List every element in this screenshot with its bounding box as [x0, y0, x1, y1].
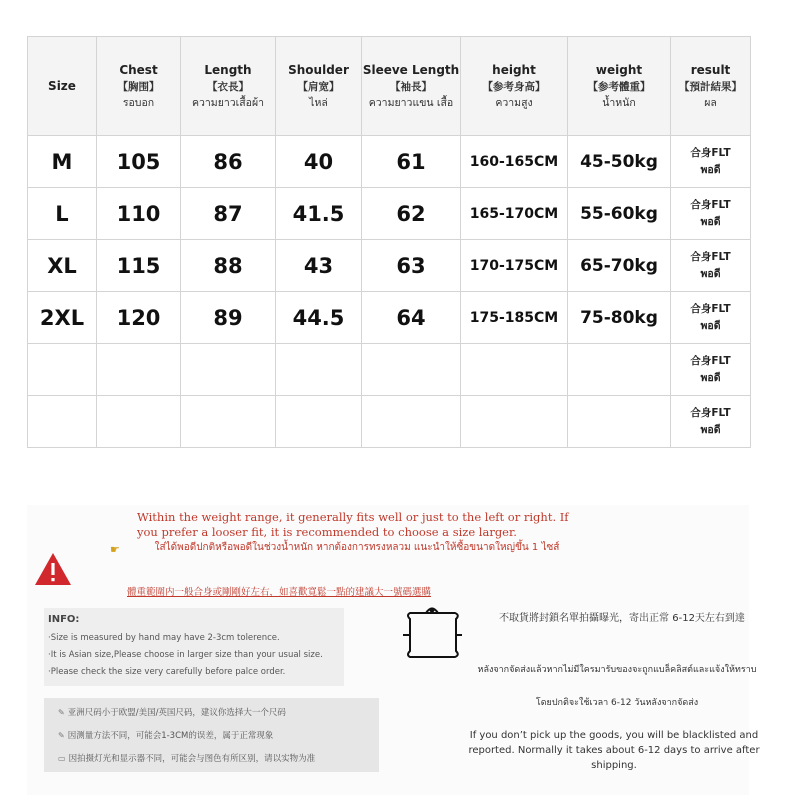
result-cell: [671, 188, 751, 240]
result-cell: [671, 292, 751, 344]
table-header-row: [28, 37, 751, 136]
header-result: result 【預計結果】 ผล: [671, 37, 751, 136]
height-cell: 170-175CM: [461, 240, 568, 292]
weight-cell: [568, 396, 671, 448]
pencil-icon: ✎: [58, 731, 65, 740]
sleeve-cell: [362, 344, 461, 396]
info-title: INFO:: [48, 614, 80, 625]
table-row: [28, 240, 751, 292]
result-cell: [671, 240, 751, 292]
cn-note-line: ▭ 因拍摄灯光和显示器不同，可能会与图色有所区别，请以实物为准: [58, 754, 316, 764]
chest-cell: 105: [97, 136, 181, 188]
chest-cell: [97, 396, 181, 448]
size-table: [27, 36, 751, 448]
chest-cell: 120: [97, 292, 181, 344]
shipping-note-cn: 不取貨將封鎖名單拍攝曝光，寄出正常 6-12天左右到達: [499, 613, 745, 624]
table-row: [28, 292, 751, 344]
pointing-hand-icon: ☛: [110, 543, 120, 556]
image-icon: ▭: [58, 754, 66, 763]
result-th: พอดี: [700, 319, 721, 332]
result-th: พอดี: [700, 163, 721, 176]
sleeve-cell: 64: [362, 292, 461, 344]
shipping-note-en: If you don’t pick up the goods, you will be blacklisted and reported. Normally it takes about 6-12 days to arrive after shipping.: [468, 730, 760, 771]
weight-cell: [568, 344, 671, 396]
weight-cell: 55-60kg: [568, 188, 671, 240]
shoulder-cell: 44.5: [276, 292, 362, 344]
length-cell: 88: [181, 240, 276, 292]
height-cell: [461, 396, 568, 448]
header-shoulder: Shoulder 【肩宽】 ไหล่: [276, 37, 362, 136]
warning-icon: [34, 552, 72, 586]
result-th: พอดี: [700, 267, 721, 280]
info-box: [44, 608, 344, 686]
fit-note-cn: 體重範圍内一般合身或剛剛好左右，如喜歡寬鬆一點的建議大一號碼選購: [127, 587, 432, 598]
header-height: height 【参考身高】 ความสูง: [461, 37, 568, 136]
size-cell: XL: [28, 240, 97, 292]
pencil-icon: ✎: [58, 708, 65, 717]
result-cell: [671, 136, 751, 188]
chest-cell: 110: [97, 188, 181, 240]
result-cell: [671, 344, 751, 396]
result-cn: 合身FLT: [690, 302, 731, 315]
info-line: ·Please check the size very carefully before palce order.: [48, 667, 286, 677]
table-row: [28, 396, 751, 448]
length-cell: 87: [181, 188, 276, 240]
result-th: พอดี: [700, 215, 721, 228]
dialog-frame-icon: [400, 605, 465, 665]
fit-note-th: ใส่ได้พอดีปกติหรือพอดีในช่วงน้ำหนัก หากต้องการทรงหลวม แนะนำให้ซื้อขนาดใหญ่ขึ้น 1 ไซส์: [154, 542, 560, 553]
weight-cell: 75-80kg: [568, 292, 671, 344]
shoulder-cell: 41.5: [276, 188, 362, 240]
height-cell: 160-165CM: [461, 136, 568, 188]
cn-note-line: ✎ 因测量方法不同，可能会1-3CM的误差，属于正常现象: [58, 731, 274, 741]
height-cell: 175-185CM: [461, 292, 568, 344]
info-line: ·Size is measured by hand may have 2-3cm tolerence.: [48, 633, 280, 643]
header-weight: weight 【参考體重】 น้ำหนัก: [568, 37, 671, 136]
weight-cell: 65-70kg: [568, 240, 671, 292]
height-cell: 165-170CM: [461, 188, 568, 240]
shipping-note-th-2: โดยปกติจะใช้เวลา 6-12 วันหลังจากจัดส่ง: [535, 698, 699, 708]
size-cell: L: [28, 188, 97, 240]
shoulder-cell: [276, 344, 362, 396]
sleeve-cell: 62: [362, 188, 461, 240]
result-cn: 合身FLT: [690, 354, 731, 367]
shipping-note-th: หลังจากจัดส่งแล้วหากไม่มีใครมารับของจะถูกแบล็คลิสต์และแจ้งให้ทราบ: [477, 665, 757, 675]
result-th: พอดี: [700, 423, 721, 436]
header-size: Size: [28, 37, 97, 136]
cn-note-line: ✎ 亚洲尺码小于欧盟/美国/英国尺码，建议你选择大一个尺码: [58, 708, 286, 718]
header-length: Length 【衣長】 ความยาวเสื้อผ้า: [181, 37, 276, 136]
length-cell: 89: [181, 292, 276, 344]
shoulder-cell: 43: [276, 240, 362, 292]
height-cell: [461, 344, 568, 396]
result-cn: 合身FLT: [690, 250, 731, 263]
result-cn: 合身FLT: [690, 146, 731, 159]
header-sleeve-length: Sleeve Length 【袖長】 ความยาวแขน เสื้อ: [362, 37, 461, 136]
size-cell: [28, 344, 97, 396]
table-row: [28, 188, 751, 240]
chest-cell: 115: [97, 240, 181, 292]
result-cell: [671, 396, 751, 448]
sleeve-cell: [362, 396, 461, 448]
table-row: [28, 344, 751, 396]
size-cell: M: [28, 136, 97, 188]
header-chest: Chest 【胸围】 รอบอก: [97, 37, 181, 136]
sleeve-cell: 63: [362, 240, 461, 292]
sleeve-cell: 61: [362, 136, 461, 188]
shoulder-cell: 40: [276, 136, 362, 188]
length-cell: [181, 396, 276, 448]
cn-note-box: [44, 698, 379, 772]
table-row: [28, 136, 751, 188]
result-th: พอดี: [700, 371, 721, 384]
size-cell: 2XL: [28, 292, 97, 344]
shoulder-cell: [276, 396, 362, 448]
notice-panel: [27, 505, 760, 795]
info-line: ·It is Asian size,Please choose in larger size than your usual size.: [48, 650, 323, 660]
size-cell: [28, 396, 97, 448]
result-cn: 合身FLT: [690, 406, 731, 419]
fit-note-en: Within the weight range, it generally fits well or just to the left or right. If you prefer a looser fit, it is recommended to choose a size larger.: [137, 510, 569, 539]
chest-cell: [97, 344, 181, 396]
length-cell: [181, 344, 276, 396]
weight-cell: 45-50kg: [568, 136, 671, 188]
result-cn: 合身FLT: [690, 198, 731, 211]
length-cell: 86: [181, 136, 276, 188]
